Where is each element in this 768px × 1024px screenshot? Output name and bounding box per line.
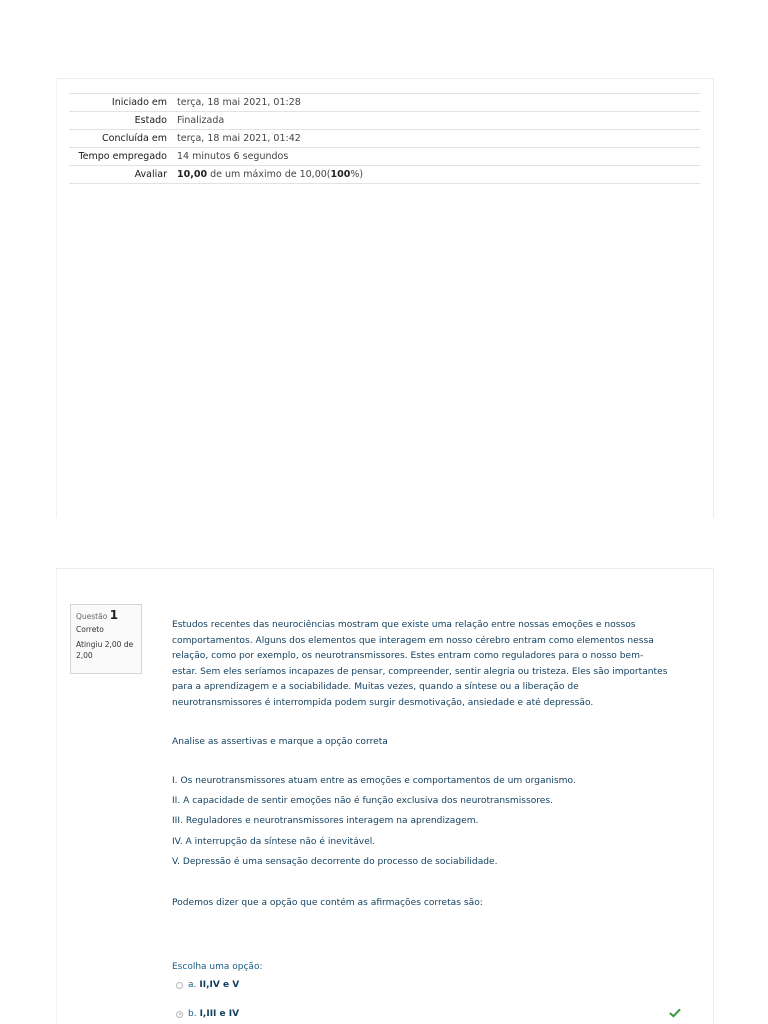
radio-button-selected[interactable] [176, 1011, 183, 1018]
question-closing: Podemos dizer que a opção que contém as afirmações corretas são: [172, 898, 483, 908]
summary-row-completed [69, 130, 700, 148]
summary-label: Concluída em [69, 130, 177, 148]
summary-value: 14 minutos 6 segundos [177, 148, 700, 166]
question-card [56, 568, 714, 1024]
summary-label: Iniciado em [69, 94, 177, 112]
question-text [172, 618, 702, 908]
assertion-item: I. Os neurotransmissores atuam entre as emoções e comportamentos de um organismo. [172, 776, 576, 786]
summary-row-started [69, 94, 700, 112]
summary-value [177, 166, 700, 184]
assertion-list [172, 774, 702, 875]
grade-middle: de um máximo de 10,00( [207, 169, 331, 180]
summary-value: Finalizada [177, 112, 700, 130]
option-letter: b. [188, 1009, 197, 1019]
summary-row-grade [69, 166, 700, 184]
assertion-item: V. Depressão é uma sensação decorrente do processo de sociabilidade. [172, 856, 498, 867]
summary-label: Avaliar [69, 166, 177, 184]
question-number-label: Questão [76, 612, 108, 621]
summary-label: Tempo empregado [69, 148, 177, 166]
grade-value: 10,00 [177, 169, 208, 180]
attempt-summary-card [56, 78, 714, 518]
attempt-summary-table [69, 93, 700, 184]
question-text-line: estar. Sem eles seríamos incapazes de pensar, compreender, sentir alegria ou tristeza. Eles são importantes [172, 666, 668, 677]
summary-value: terça, 18 mai 2021, 01:42 [177, 130, 700, 148]
summary-value: terça, 18 mai 2021, 01:28 [177, 94, 700, 112]
question-text-line: comportamentos. Alguns dos elementos que interagem em nosso cérebro entram como elementos nessa [172, 635, 654, 646]
radio-button[interactable] [176, 982, 183, 989]
summary-row-state [69, 112, 700, 130]
option-text: II,IV e V [199, 980, 240, 990]
summary-label: Estado [69, 112, 177, 130]
assertion-item: III. Reguladores e neurotransmissores interagem na aprendizagem. [172, 816, 479, 827]
question-info-box [70, 604, 142, 674]
question-text-line: para a aprendizagem e a sociabilidade. Muitas vezes, quando a síntese ou a liberação de [172, 682, 579, 693]
question-text-line: neurotransmissores é interrompida podem surgir desmotivação, ansiedade e até depressão. [172, 697, 594, 708]
answer-option-b[interactable] [176, 1009, 239, 1019]
assertion-item: II. A capacidade de sentir emoções não é função exclusiva dos neurotransmissores. [172, 796, 554, 807]
choose-option-prompt: Escolha uma opção: [172, 962, 263, 972]
question-text-line: Estudos recentes das neurociências mostram que existe uma relação entre nossas emoções e nossos [172, 620, 636, 630]
option-text: I,III e IV [199, 1009, 240, 1019]
answer-option-a[interactable] [176, 980, 239, 990]
question-number [76, 610, 136, 622]
option-letter: a. [188, 980, 197, 990]
grade-tail: %) [350, 169, 364, 180]
question-text-line: relação, como por exemplo, os neurotransmissores. Estes entram como reguladores para o nosso bem- [172, 651, 644, 662]
grade-percent: 100 [330, 169, 351, 180]
question-state: Correto [76, 625, 104, 634]
question-grade: Atingiu 2,00 de 2,00 [76, 640, 134, 660]
assertion-item: IV. A interrupção da síntese não é inevitável. [172, 836, 376, 847]
correct-check-icon [669, 1007, 681, 1019]
question-number-value: 1 [109, 608, 119, 622]
question-instruction: Analise as assertivas e marque a opção correta [172, 737, 388, 747]
summary-row-time-taken [69, 148, 700, 166]
